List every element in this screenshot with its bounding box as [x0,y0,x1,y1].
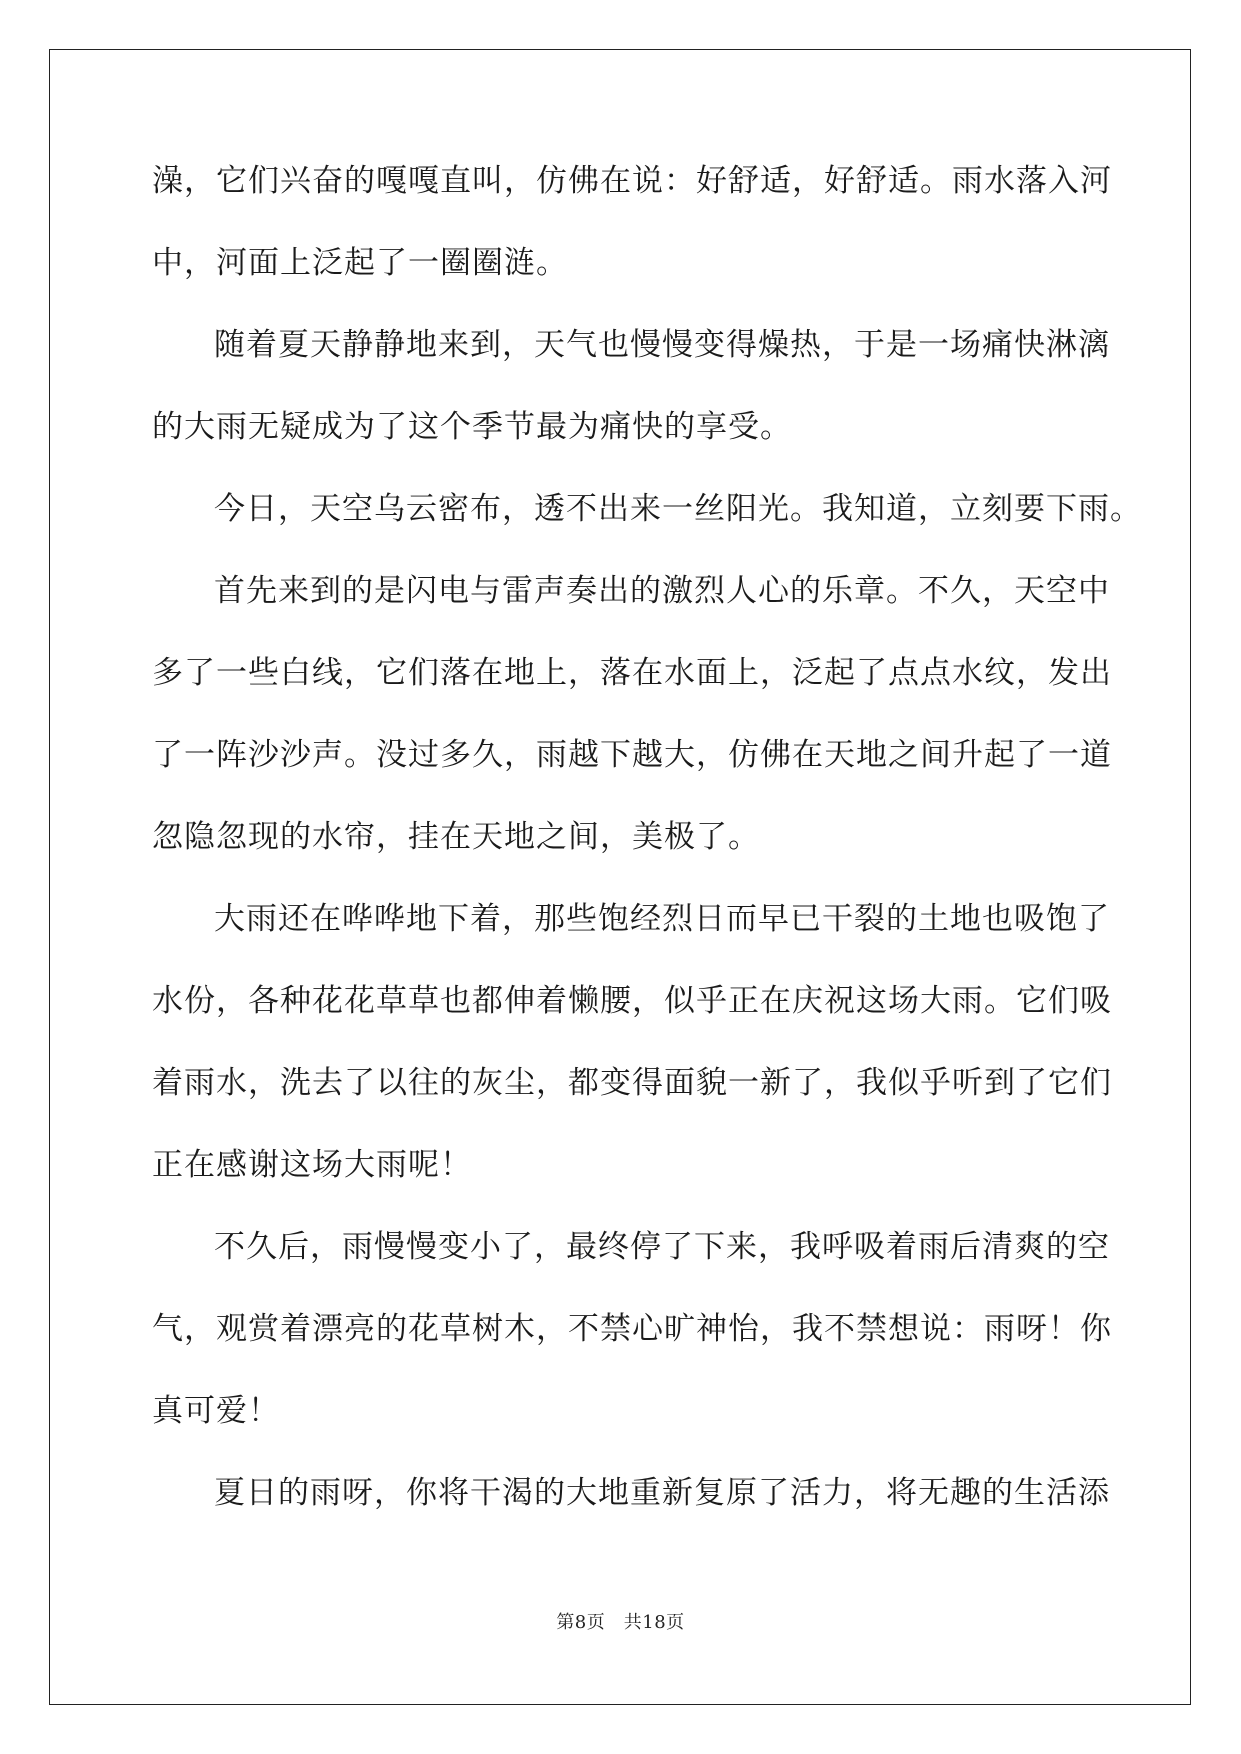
text-line: 澡，它们兴奋的嘎嘎直叫，仿佛在说：好舒适，好舒适。雨水落入河 [152,163,1112,199]
document-body [152,158,1142,1552]
text-line: 中，河面上泛起了一圈圈涟。 [152,245,568,281]
text-line: 水份，各种花花草草也都伸着懒腰，似乎正在庆祝这场大雨。它们吸 [152,983,1112,1019]
text-line: 多了一些白线，它们落在地上，落在水面上，泛起了点点水纹，发出 [152,655,1112,691]
text-line: 气，观赏着漂亮的花草树木，不禁心旷神怡，我不禁想说：雨呀！你 [152,1311,1112,1347]
paragraph-start-line: 首先来到的是闪电与雷声奏出的激烈人心的乐章。不久，天空中 [214,573,1110,609]
text-line: 的大雨无疑成为了这个季节最为痛快的享受。 [152,409,792,445]
text-line: 了一阵沙沙声。没过多久，雨越下越大，仿佛在天地之间升起了一道 [152,737,1112,773]
text-line: 真可爱！ [152,1393,280,1429]
paragraph-start-line: 大雨还在哗哗地下着，那些饱经烈日而早已干裂的土地也吸饱了 [214,901,1110,937]
text-line: 着雨水，洗去了以往的灰尘，都变得面貌一新了，我似乎听到了它们 [152,1065,1112,1101]
page-number-footer: 第8页 共18页 [556,1612,685,1633]
text-line: 忽隐忽现的水帘，挂在天地之间，美极了。 [152,819,760,855]
paragraph-start-line: 今日，天空乌云密布，透不出来一丝阳光。我知道，立刻要下雨。 [214,491,1142,527]
text-line: 正在感谢这场大雨呢！ [152,1147,472,1183]
paragraph-start-line: 夏日的雨呀，你将干渴的大地重新复原了活力，将无趣的生活添 [214,1475,1110,1511]
paragraph-start-line: 不久后，雨慢慢变小了，最终停了下来，我呼吸着雨后清爽的空 [214,1229,1110,1265]
paragraph-start-line: 随着夏天静静地来到，天气也慢慢变得燥热，于是一场痛快淋漓 [214,327,1110,363]
